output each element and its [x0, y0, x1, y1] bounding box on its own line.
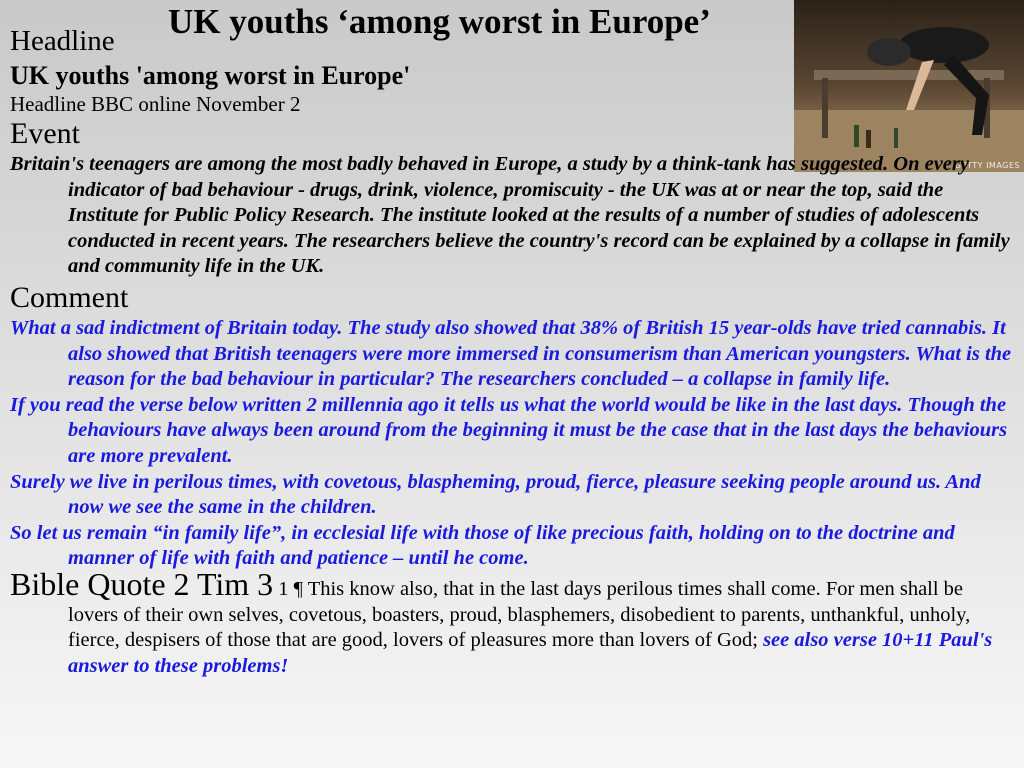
slide-title: UK youths ‘among worst in Europe’ [168, 2, 711, 41]
bible-emphasis: see also verse 10+11 Paul's answer to these problems! [68, 629, 993, 677]
headline-label: Headline [10, 25, 115, 57]
comment-paragraph: Surely we live in perilous times, with covetous, blaspheming, proud, fierce, pleasure seeking people around us. And now we see the same in the children. [10, 470, 981, 519]
bible-label: Bible Quote 2 Tim 3 [10, 565, 274, 602]
comment-paragraph: What a sad indictment of Britain today. The study also showed that 38% of British 15 year-olds have tried cannabis. It also showed that British teenagers were more immersed in consumerism than American youngsters. What is the reason for the bad behaviour in particular? The researchers concluded – a collapse in family life. [10, 316, 1012, 391]
comment-paragraph: If you read the verse below written 2 millennia ago it tells us what the world would be like in the last days. Though the behaviours have always been around from the beginning it must be the case that in the last days the behaviours are more prevalent. [10, 393, 1008, 467]
bible-quote [10, 565, 1018, 679]
headline-text: UK youths 'among worst in Europe' [10, 61, 411, 90]
bible-text: 1 ¶ This know also, that in the last days perilous times shall come. For men shall be lovers of their own selves, covetous, boasters, proud, blasphemers, disobedient to parents, unthankful, unholy, fierce, despisers of those that are good, lovers of pleasures more than lovers of God; [68, 577, 971, 652]
headline-source: Headline BBC online November 2 [10, 92, 301, 116]
comment-label: Comment [10, 280, 129, 314]
event-label: Event [10, 117, 80, 150]
slide-body [10, 22, 1018, 679]
photo-credit: GETTY IMAGES [954, 161, 1020, 170]
event-text: Britain's teenagers are among the most badly behaved in Europe, a study by a think-tank has suggested. On every indicator of bad behaviour - drugs, drink, violence, promiscuity - the UK was at or near the top, said the Institute for Public Policy Research. The institute looked at the results of a number of studies of adolescents conducted in recent years. The researchers believe the country's record can be explained by a collapse in family and community life in the UK. [10, 153, 1010, 278]
comment-paragraph: So let us remain “in family life”, in ecclesial life with those of like precious faith, holding on to the doctrine and manner of life with faith and patience – until he come. [10, 521, 955, 570]
